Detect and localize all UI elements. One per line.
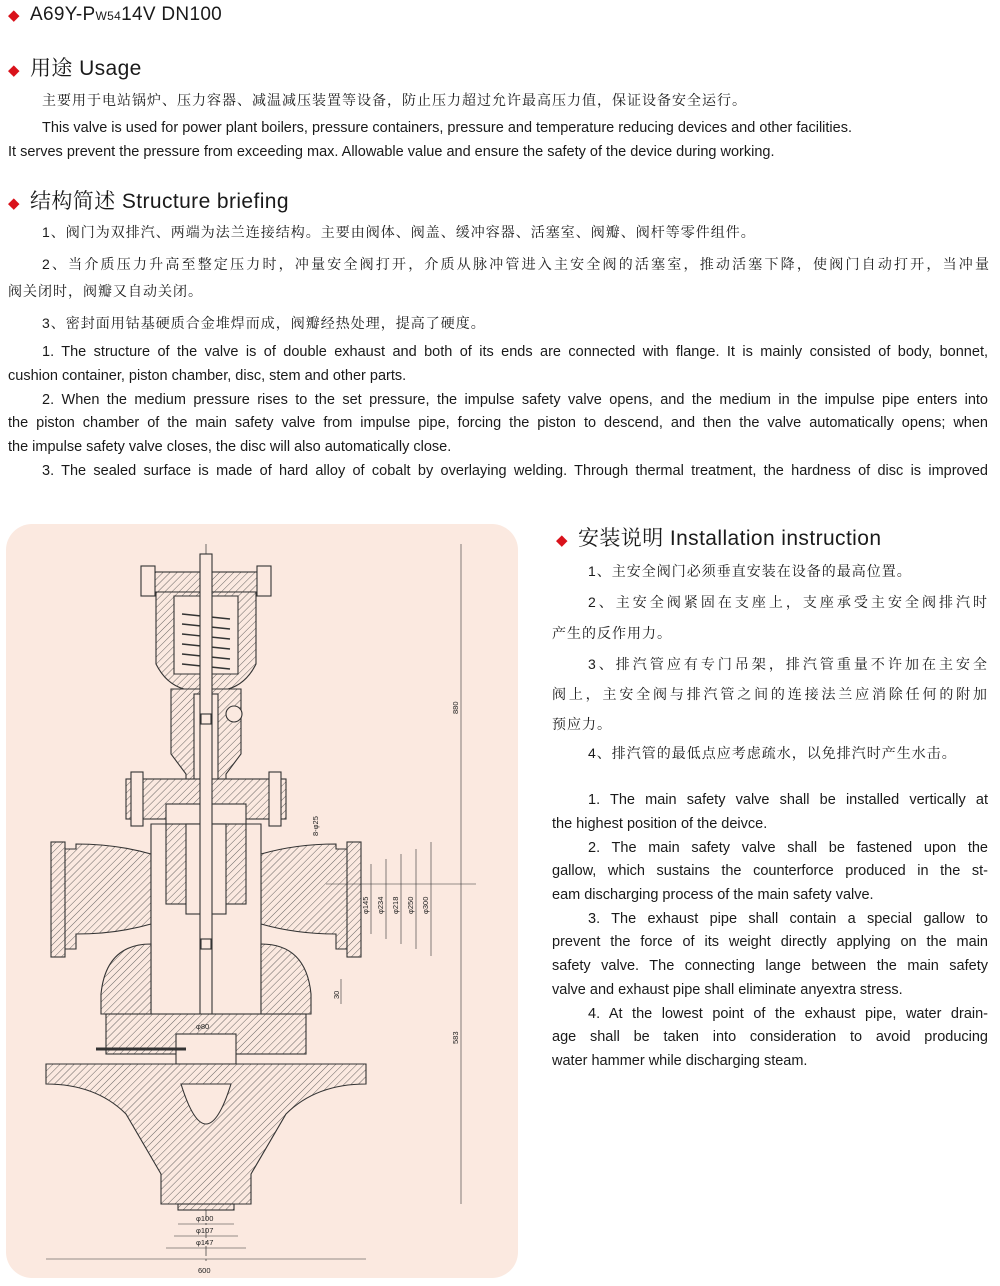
structure-en-3: 3. The sealed surface is made of hard alloy of cobalt by overlaying welding. Through thermal treatment, the hardness of disc is improved xyxy=(42,463,988,479)
dim-d234: φ234 xyxy=(376,896,385,914)
structure-en-2a: 2. When the medium pressure rises to the set pressure, the impulse safety valve opens, and the medium in the impulse pipe enters into xyxy=(42,392,988,408)
diamond-bullet-icon: ◆ xyxy=(8,62,20,79)
install-en-4b: age shall be taken into consideration to avoid producing xyxy=(552,1029,988,1045)
diamond-bullet-icon: ◆ xyxy=(8,195,20,212)
valve-drawing-panel xyxy=(6,524,518,1278)
install-en-2b: gallow, which sustains the counterforce produced in the st- xyxy=(552,863,988,879)
dim-d100: φ100 xyxy=(196,1214,214,1223)
install-en-2a: 2. The main safety valve shall be fastened upon the xyxy=(588,840,988,856)
dim-d300: φ300 xyxy=(421,896,430,914)
structure-heading: ◆ 结构简述 Structure briefing xyxy=(8,190,289,213)
structure-en-2b: the piston chamber of the main safety valve from impulse pipe, forcing the piston to descend, and then the valve automatically opens; when xyxy=(8,415,988,431)
install-en-1b: the highest position of the deivce. xyxy=(552,816,768,832)
install-cn-3b: 阀上，主安全阀与排汽管之间的连接法兰应消除任何的附加 xyxy=(552,686,988,702)
model-title: ◆ A69Y-PW5414V DN100 xyxy=(8,4,223,25)
structure-cn-2a: 2、当介质压力升高至整定压力时，冲量安全阀打开，介质从脉冲管进入主安全阀的活塞室，推动活塞下降，使阀门自动打开，当冲量 xyxy=(42,256,990,272)
usage-heading: ◆ 用途 Usage xyxy=(8,57,142,80)
structure-en-1b: cushion container, piston chamber, disc, stem and other parts. xyxy=(8,368,407,384)
install-en-1a: 1. The main safety valve shall be installed vertically at xyxy=(588,792,988,808)
dim-bolts: 8-φ25 xyxy=(311,816,320,836)
install-en-4a: 4. At the lowest point of the exhaust pipe, water drain- xyxy=(588,1006,988,1022)
structure-cn-2b: 阀关闭时，阀瓣又自动关闭。 xyxy=(8,283,203,299)
usage-en-line-1: This valve is used for power plant boilers, pressure containers, pressure and temperature reducing devices and other facilities. xyxy=(42,120,852,136)
diamond-bullet-icon: ◆ xyxy=(556,532,568,549)
install-en-3a: 3. The exhaust pipe shall contain a special gallow to xyxy=(588,911,988,927)
dim-d107: φ107 xyxy=(196,1226,214,1235)
dim-d147: φ147 xyxy=(196,1238,214,1247)
structure-cn-3: 3、密封面用钴基硬质合金堆焊而成，阀瓣经热处理，提高了硬度。 xyxy=(42,315,486,331)
dim-600: 600 xyxy=(198,1266,211,1275)
dim-30: 30 xyxy=(332,990,341,999)
model-subscript: W54 xyxy=(95,9,122,23)
structure-en-2c: the impulse safety valve closes, the disc will also automatically close. xyxy=(8,439,452,455)
left-outlet xyxy=(61,844,151,949)
install-en-4c: water hammer while discharging steam. xyxy=(552,1053,808,1069)
install-cn-2a: 2、主安全阀紧固在支座上，支座承受主安全阀排汽时 xyxy=(588,594,988,610)
dim-d218: φ218 xyxy=(391,896,400,914)
right-outlet xyxy=(261,844,351,949)
install-en-3d: valve and exhaust pipe shall eliminate anyextra stress. xyxy=(552,982,903,998)
dim-583: 583 xyxy=(451,1031,460,1044)
usage-cn: 主要用于电站锅炉、压力容器、减温减压装置等设备，防止压力超过允许最高压力值，保证设备安全运行。 xyxy=(42,92,747,108)
dim-d250: φ250 xyxy=(406,896,415,914)
install-en-3b: prevent the force of its weight directly applying on the main xyxy=(552,934,988,950)
install-cn-3a: 3、排汽管应有专门吊架，排汽管重量不许加在主安全 xyxy=(588,656,988,672)
diamond-bullet-icon: ◆ xyxy=(8,7,20,24)
install-en-2c: eam discharging process of the main safety valve. xyxy=(552,887,874,903)
install-cn-3c: 预应力。 xyxy=(552,716,612,732)
install-cn-4: 4、排汽管的最低点应考虑疏水，以免排汽时产生水击。 xyxy=(588,745,957,761)
install-cn-1: 1、主安全阀门必须垂直安装在设备的最高位置。 xyxy=(588,563,912,579)
dim-d80: φ80 xyxy=(196,1022,210,1031)
usage-en-line-2: It serves prevent the pressure from exceeding max. Allowable value and ensure the safety of the device during working. xyxy=(8,144,775,160)
dim-d145: φ145 xyxy=(361,896,370,914)
valve-section-drawing xyxy=(6,524,518,1278)
install-en-3c: safety valve. The connecting lange between the main safety xyxy=(552,958,988,974)
dim-880: 880 xyxy=(451,701,460,714)
structure-cn-1: 1、阀门为双排汽、两端为法兰连接结构。主要由阀体、阀盖、缓冲容器、活塞室、阀瓣、阀杆等零件组件。 xyxy=(42,224,756,240)
installation-heading: ◆ 安装说明 Installation instruction xyxy=(556,527,882,550)
structure-en-1a: 1. The structure of the valve is of double exhaust and both of its ends are connected with flange. It is mainly consisted of body, bonnet, xyxy=(42,344,988,360)
install-cn-2b: 产生的反作用力。 xyxy=(552,625,672,641)
valve-stem xyxy=(200,554,212,1074)
